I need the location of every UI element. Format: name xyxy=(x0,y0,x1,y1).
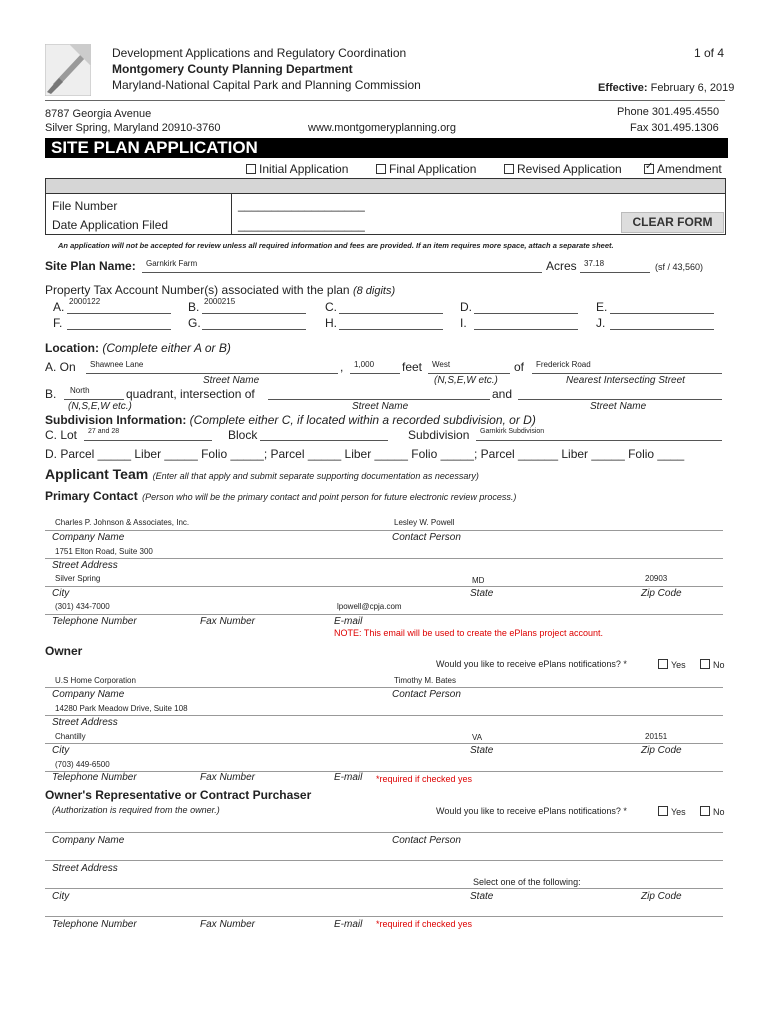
block-label: Block xyxy=(228,428,258,442)
tax-account-letter: G. xyxy=(188,316,201,330)
nearest-street-caption: Nearest Intersecting Street xyxy=(566,375,685,386)
checkbox-icon[interactable] xyxy=(376,164,386,174)
primary-row2-line xyxy=(45,558,723,559)
dept-line-2: Montgomery County Planning Department xyxy=(112,62,353,76)
tax-account-line xyxy=(474,329,578,330)
lot-label: C. Lot xyxy=(45,428,78,442)
app-type-initial[interactable] xyxy=(246,162,348,176)
email-caption: E-mail xyxy=(334,616,363,627)
fax-number: Fax 301.495.1306 xyxy=(630,122,719,134)
rep-street-caption: Street Address xyxy=(52,863,118,874)
company-caption: Company Name xyxy=(52,532,125,543)
location-heading xyxy=(45,341,231,355)
subdivision-label: Subdivision xyxy=(408,428,470,442)
location-b-quadrant-line xyxy=(64,399,124,400)
owner-email-caption: E-mail xyxy=(334,772,363,783)
owner-zip-caption: Zip Code xyxy=(641,745,682,756)
date-filed-label: Date Application Filed xyxy=(52,218,169,232)
file-number-field[interactable]: ___________________ xyxy=(238,198,365,212)
app-type-revised[interactable] xyxy=(504,162,622,176)
checkbox-icon[interactable] xyxy=(658,806,668,816)
street-name-caption-b1: Street Name xyxy=(352,401,409,412)
zip-caption: Zip Code xyxy=(641,588,682,599)
tax-account-input[interactable]: 2000215 xyxy=(204,297,236,306)
form-title: SITE PLAN APPLICATION xyxy=(51,138,258,157)
site-plan-name-label: Site Plan Name: xyxy=(45,259,136,273)
tax-account-heading xyxy=(45,283,395,297)
subdivision-heading-text: Subdivision Information: xyxy=(45,413,187,427)
lot-line xyxy=(84,440,212,441)
owner-row3-line xyxy=(45,743,723,744)
owner-city-input[interactable]: Chantilly xyxy=(55,732,86,741)
direction-caption-b: (N,S,E,W etc.) xyxy=(68,401,132,412)
rep-note: (Authorization is required from the owner.) xyxy=(52,805,220,815)
tax-account-letter: A. xyxy=(53,300,65,314)
owner-row2-line xyxy=(45,715,723,716)
lot-input[interactable]: 27 and 28 xyxy=(88,428,120,435)
primary-contact-title: Primary Contact xyxy=(45,489,138,503)
parcel-line[interactable]: D. Parcel _____ Liber _____ Folio _____; Parcel _____ Liber _____ Folio _____; Parcel ______ Liber _____ Folio ____ xyxy=(45,447,685,461)
rep-fax-caption: Fax Number xyxy=(200,919,256,930)
acres-line xyxy=(580,272,650,273)
checkbox-icon[interactable] xyxy=(246,164,256,174)
tax-account-line xyxy=(67,329,171,330)
and-label: and xyxy=(492,387,513,401)
location-heading-note: (Complete either A or B) xyxy=(102,341,231,355)
tax-account-line xyxy=(610,313,714,314)
location-a-direction-line xyxy=(428,373,510,374)
location-a-label: A. On xyxy=(45,360,76,374)
app-type-final-label: Final Application xyxy=(389,162,477,176)
address-line-1: 8787 Georgia Avenue xyxy=(45,108,152,120)
rep-city-caption: City xyxy=(52,891,70,902)
clear-form-button[interactable]: CLEAR FORM xyxy=(621,212,724,233)
dept-line-3: Maryland-National Capital Park and Planning Commission xyxy=(112,78,421,92)
direction-caption: (N,S,E,W etc.) xyxy=(434,375,498,386)
subdivision-line xyxy=(476,440,722,441)
checkbox-checked-icon[interactable] xyxy=(644,164,654,174)
owner-phone-input[interactable]: (703) 449-6500 xyxy=(55,760,110,769)
primary-city-input[interactable]: Silver Spring xyxy=(55,574,101,583)
street-name-caption-b2: Street Name xyxy=(590,401,647,412)
header-divider xyxy=(45,100,725,101)
primary-contact-input[interactable]: Lesley W. Powell xyxy=(394,518,455,527)
owner-eplans-no[interactable] xyxy=(700,659,725,670)
tax-account-line xyxy=(339,329,443,330)
tax-account-line xyxy=(67,313,171,314)
rep-row4-line xyxy=(45,916,723,917)
subdivision-heading-note: (Complete either C, if located within a recorded subdivision, or D) xyxy=(189,413,536,427)
comma-separator: , xyxy=(340,360,344,374)
file-number-label: File Number xyxy=(52,199,118,213)
applicant-team-title: Applicant Team xyxy=(45,466,149,482)
tax-account-line xyxy=(202,329,306,330)
tax-account-letter: F. xyxy=(53,316,63,330)
owner-contact-input[interactable]: Timothy M. Bates xyxy=(394,676,456,685)
feet-label: feet xyxy=(402,360,423,374)
location-a-distance-input[interactable]: 1,000 xyxy=(354,360,375,369)
rep-select-text: Select one of the following: xyxy=(473,877,581,887)
primary-email-input[interactable]: lpowell@cpja.com xyxy=(337,602,402,611)
primary-state-input[interactable]: MD xyxy=(472,576,485,585)
tax-account-letter: E. xyxy=(596,300,608,314)
mncppc-logo xyxy=(45,44,91,96)
location-b-street1-line xyxy=(268,399,490,400)
checkbox-icon[interactable] xyxy=(658,659,668,669)
office-box-header xyxy=(46,179,725,194)
primary-street-input[interactable]: 1751 Elton Road, Suite 300 xyxy=(55,547,153,556)
rep-required-note: *required if checked yes xyxy=(376,919,473,929)
rep-no-label: No xyxy=(713,807,725,817)
contact-caption: Contact Person xyxy=(392,532,461,543)
title-bar xyxy=(45,138,728,158)
primary-phone-input[interactable]: (301) 434-7000 xyxy=(55,602,110,611)
tax-account-heading-text: Property Tax Account Number(s) associated with the plan xyxy=(45,283,350,297)
fax-caption: Fax Number xyxy=(200,616,256,627)
phone-caption: Telephone Number xyxy=(52,616,137,627)
office-box-divider xyxy=(231,193,232,235)
owner-street-caption: Street Address xyxy=(52,717,118,728)
eplans-email-note: NOTE: This email will be used to create the ePlans project account. xyxy=(334,628,603,638)
tax-account-line xyxy=(339,313,443,314)
effective-label: Effective: xyxy=(598,82,648,94)
phone-number: Phone 301.495.4550 xyxy=(617,106,720,118)
owner-no-label: No xyxy=(713,660,725,670)
tax-account-input[interactable]: 2000122 xyxy=(69,297,101,306)
location-a-street-input[interactable]: Shawnee Lane xyxy=(90,360,144,369)
checkbox-icon[interactable] xyxy=(700,659,710,669)
owner-row4-line xyxy=(45,771,723,772)
rep-eplans-yes[interactable] xyxy=(658,806,686,817)
owner-eplans-yes[interactable] xyxy=(658,659,686,670)
primary-row1-line xyxy=(45,530,723,531)
location-b-quadrant-input[interactable]: North xyxy=(70,386,90,395)
owner-company-input[interactable]: U.S Home Corporation xyxy=(55,676,136,685)
rep-heading: Owner's Representative or Contract Purchaser xyxy=(45,788,312,802)
site-plan-name-line xyxy=(142,272,542,273)
primary-zip-input[interactable]: 20903 xyxy=(645,574,668,583)
acres-label: Acres xyxy=(546,259,577,273)
applicant-team-heading xyxy=(45,466,479,484)
primary-contact-heading xyxy=(45,487,516,505)
owner-fax-caption: Fax Number xyxy=(200,772,256,783)
tax-account-line xyxy=(610,329,714,330)
owner-company-caption: Company Name xyxy=(52,689,125,700)
street-caption: Street Address xyxy=(52,560,118,571)
rep-email-caption: E-mail xyxy=(334,919,363,930)
rep-phone-caption: Telephone Number xyxy=(52,919,137,930)
location-b-label: B. xyxy=(45,387,57,401)
applicant-team-note: (Enter all that apply and submit separate supporting documentation as necessary) xyxy=(152,471,479,481)
app-type-final[interactable] xyxy=(376,162,476,176)
rep-eplans-no[interactable] xyxy=(700,806,725,817)
acres-input[interactable]: 37.18 xyxy=(584,259,605,268)
rep-company-caption: Company Name xyxy=(52,835,125,846)
owner-eplans-question: Would you like to receive ePlans notifications? * xyxy=(436,659,627,669)
location-a-distance-line xyxy=(350,373,400,374)
block-line xyxy=(260,440,388,441)
tax-account-line xyxy=(474,313,578,314)
of-label: of xyxy=(514,360,525,374)
primary-company-input[interactable]: Charles P. Johnson & Associates, Inc. xyxy=(55,518,190,527)
subdivision-heading xyxy=(45,413,536,427)
primary-row3-line xyxy=(45,586,723,587)
checkbox-icon[interactable] xyxy=(700,806,710,816)
effective-date xyxy=(598,82,734,94)
owner-state-caption: State xyxy=(470,745,494,756)
owner-heading: Owner xyxy=(45,644,83,658)
tax-account-letter: B. xyxy=(188,300,200,314)
website-link[interactable]: www.montgomeryplanning.org xyxy=(308,122,456,134)
address-line-2: Silver Spring, Maryland 20910-3760 xyxy=(45,122,221,134)
app-type-revised-label: Revised Application xyxy=(517,162,622,176)
city-caption: City xyxy=(52,588,70,599)
dept-line-1: Development Applications and Regulatory Coordination xyxy=(112,46,407,60)
site-plan-name-input[interactable]: Garnkirk Farm xyxy=(146,259,198,268)
tax-account-letter: J. xyxy=(596,316,606,330)
tax-account-letter: I. xyxy=(460,316,467,330)
tax-account-line xyxy=(202,313,306,314)
owner-required-note: *required if checked yes xyxy=(376,774,473,784)
location-a-intersecting-line xyxy=(532,373,722,374)
checkbox-icon[interactable] xyxy=(504,164,514,174)
owner-yes-label: Yes xyxy=(671,660,686,670)
owner-row1-line xyxy=(45,687,723,688)
rep-row2-line xyxy=(45,860,723,861)
primary-row4-line xyxy=(45,614,723,615)
requirements-notice: An application will not be accepted for review unless all required information and fees are provided. If an item requires more space, attach a separate sheet. xyxy=(58,241,614,250)
location-a-direction-input[interactable]: West xyxy=(432,360,451,369)
app-type-amendment[interactable] xyxy=(644,162,722,176)
subdivision-input[interactable]: Garnkirk Subdivision xyxy=(480,428,545,435)
tax-account-letter: C. xyxy=(325,300,337,314)
tax-account-heading-note: (8 digits) xyxy=(352,285,396,297)
location-heading-text: Location: xyxy=(45,341,99,355)
rep-row3-line xyxy=(45,888,723,889)
tax-account-letter: H. xyxy=(325,316,337,330)
location-b-street2-line xyxy=(518,399,722,400)
location-a-street-line xyxy=(86,373,338,374)
state-caption: State xyxy=(470,588,494,599)
rep-contact-caption: Contact Person xyxy=(392,835,461,846)
owner-zip-input[interactable]: 20151 xyxy=(645,732,668,741)
owner-state-input[interactable]: VA xyxy=(472,733,483,742)
owner-phone-caption: Telephone Number xyxy=(52,772,137,783)
street-name-caption: Street Name xyxy=(203,375,260,386)
page-number: 1 of 4 xyxy=(694,46,725,60)
rep-yes-label: Yes xyxy=(671,807,686,817)
primary-contact-note: (Person who will be the primary contact and point person for future electronic review process.) xyxy=(142,492,517,502)
rep-eplans-question: Would you like to receive ePlans notifications? * xyxy=(436,806,627,816)
app-type-amendment-label: Amendment xyxy=(657,162,722,176)
effective-value: February 6, 2019 xyxy=(650,82,735,94)
location-a-intersecting-input[interactable]: Frederick Road xyxy=(536,360,591,369)
acres-note: (sf / 43,560) xyxy=(655,262,704,272)
rep-row1-line xyxy=(45,832,723,833)
tax-account-letter: D. xyxy=(460,300,472,314)
rep-zip-caption: Zip Code xyxy=(641,891,682,902)
app-type-initial-label: Initial Application xyxy=(259,162,349,176)
owner-city-caption: City xyxy=(52,745,70,756)
date-filed-field[interactable]: ___________________ xyxy=(238,218,365,232)
quadrant-text: quadrant, intersection of xyxy=(126,387,255,401)
owner-contact-caption: Contact Person xyxy=(392,689,461,700)
owner-street-input[interactable]: 14280 Park Meadow Drive, Suite 108 xyxy=(55,704,188,713)
rep-state-caption: State xyxy=(470,891,494,902)
